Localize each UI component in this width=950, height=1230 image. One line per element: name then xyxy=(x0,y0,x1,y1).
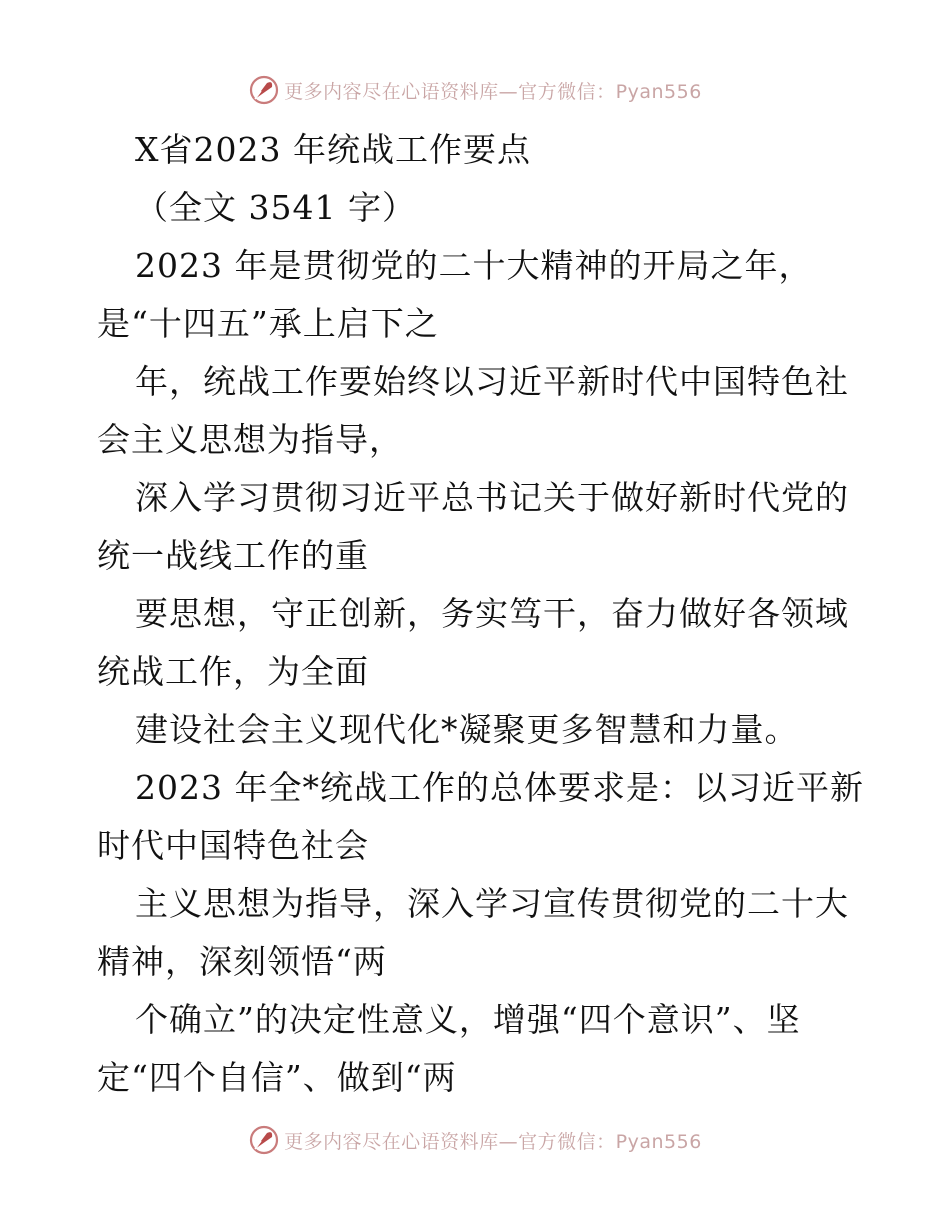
text-line: 统战工作，为全面 xyxy=(97,652,369,691)
watermark-banner-bottom xyxy=(0,1120,950,1160)
text-line: 个确立”的决定性意义，增强“四个意识”、坚 xyxy=(135,1000,801,1039)
word-count: （全文 3541 字） xyxy=(135,188,416,227)
text-line: 精神，深刻领悟“两 xyxy=(97,942,387,981)
text-line: 是“十四五”承上启下之 xyxy=(97,304,439,343)
text-line: 建设社会主义现代化*凝聚更多智慧和力量。 xyxy=(135,710,799,749)
text-line: 要思想，守正创新，务实笃干，奋力做好各领域 xyxy=(135,594,849,633)
text-line: 统一战线工作的重 xyxy=(97,536,369,575)
text-line: 时代中国特色社会 xyxy=(97,826,369,865)
feather-pen-logo-icon xyxy=(248,74,280,106)
document-title: X省2023 年统战工作要点 xyxy=(135,130,531,169)
text-line: 2023 年全*统战工作的总体要求是：以习近平新 xyxy=(135,768,864,807)
text-line: 2023 年是贯彻党的二十大精神的开局之年， xyxy=(135,246,813,285)
text-line: 会主义思想为指导， xyxy=(97,420,403,459)
text-line: 深入学习贯彻习近平总书记关于做好新时代党的 xyxy=(135,478,849,517)
watermark-text: 更多内容尽在心语资料库—官方微信：Pyan556 xyxy=(284,80,702,103)
watermark-banner-top xyxy=(0,70,950,110)
text-line: 主义思想为指导，深入学习宣传贯彻党的二十大 xyxy=(135,884,849,923)
text-line: 年，统战工作要始终以习近平新时代中国特色社 xyxy=(135,362,849,401)
watermark-text: 更多内容尽在心语资料库—官方微信：Pyan556 xyxy=(284,1130,702,1153)
feather-pen-logo-icon xyxy=(248,1124,280,1156)
text-line: 定“四个自信”、做到“两 xyxy=(97,1058,457,1097)
